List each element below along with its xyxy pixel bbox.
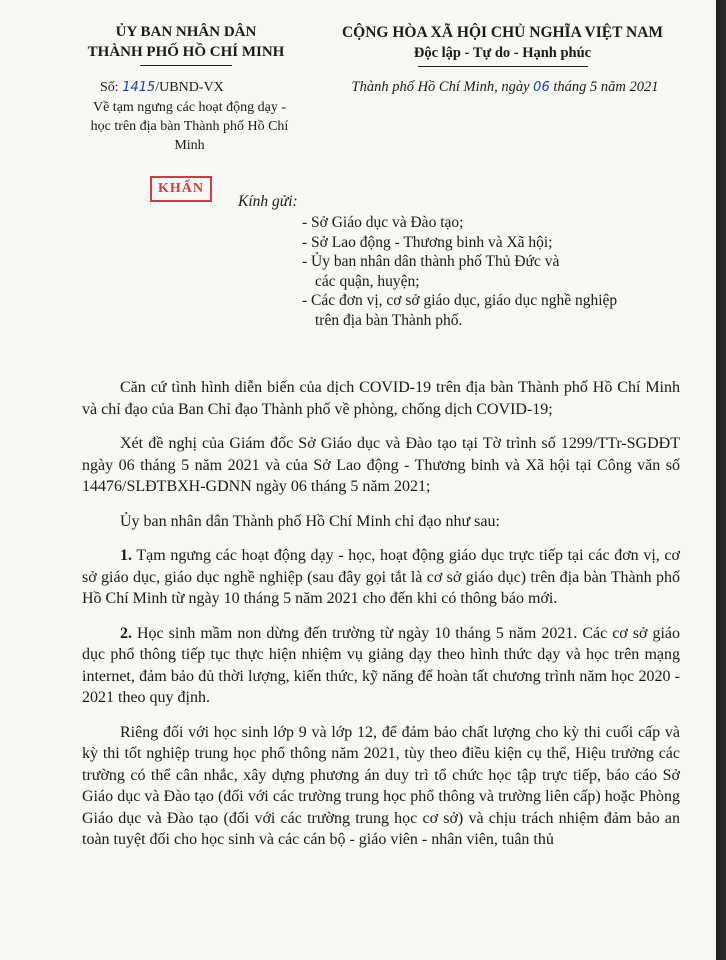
national-motto <box>330 22 675 67</box>
document-date: Thành phố Hồ Chí Minh, ngày 06 tháng 5 năm 2021 <box>351 79 659 95</box>
authority-line-2: THÀNH PHỐ HỒ CHÍ MINH <box>87 44 285 60</box>
recipient-item: - Sở Lao động - Thương binh và Xã hội; <box>302 233 553 251</box>
recipient-list <box>302 213 682 330</box>
recipient-item: trên địa bàn Thành phố. <box>315 311 463 329</box>
paragraph: Căn cứ tình hình diễn biến của dịch COVID-19 trên địa bàn Thành phố Hồ Chí Minh và chỉ đạo của Ban Chỉ đạo Thành phố về phòng, chống dịch COVID-19; <box>82 379 680 418</box>
authority-line-1: ỦY BAN NHÂN DÂN <box>115 24 257 40</box>
handwritten-number: 1415 <box>122 80 156 95</box>
document-body <box>82 377 680 864</box>
greeting: Kính gửi: <box>238 193 298 210</box>
paragraph: 2. Học sinh mầm non dừng đến trường từ ngày 10 tháng 5 năm 2021. Các cơ sở giáo dục phổ thông tiếp tục thực hiện nhiệm vụ giảng dạy theo hình thức dạy và học trên mạng internet, đảm bảo đủ thời lượng, kiến thức, kỹ năng để hoàn tất chương trình năm học 2020 - 2021 theo quy định. <box>82 624 680 706</box>
urgent-stamp: KHẨN <box>150 176 212 202</box>
recipient-item: các quận, huyện; <box>315 272 420 290</box>
document-subject: Về tạm ngưng các hoạt động dạy - học trên địa bàn Thành phố Hồ Chí Minh <box>90 100 289 153</box>
recipient-item: - Các đơn vị, cơ sở giáo dục, giáo dục nghề nghiệp <box>302 292 618 309</box>
document-number: Số: 1415/UBND-VX <box>100 80 224 95</box>
paragraph: 1. Tạm ngưng các hoạt động dạy - học, hoạt động giáo dục trực tiếp tại các đơn vị, cơ sở giáo dục, giáo dục nghề nghiệp (sau đây gọi tắt là cơ sở giáo dục) trên địa bàn Thành phố Hồ Chí Minh từ ngày 10 tháng 5 năm 2021 cho đến khi có thông báo mới. <box>82 547 680 607</box>
paragraph: Ủy ban nhân dân Thành phố Hồ Chí Minh chỉ đạo như sau: <box>120 512 500 530</box>
handwritten-day: 06 <box>533 80 550 95</box>
paragraph: Riêng đối với học sinh lớp 9 và lớp 12, để đảm bảo chất lượng cho kỳ thi cuối cấp và kỳ thi tốt nghiệp trung học phổ thông năm 2021, tùy theo điều kiện cụ thể, Hiệu trưởng các trường có thể cân nhắc, xây dựng phương án duy trì tổ chức học tập trực tiếp, báo cáo Sở Giáo dục và Đào tạo (đối với các trường trung học phổ thông và trường liên cấp) hoặc Phòng Giáo dục và Đào tạo (đối với các trường trung học cơ sở) và chịu trách nhiệm đảm bảo an toàn tuyệt đối cho học sinh và các cán bộ - giáo viên - nhân viên, tuân thủ <box>82 723 680 848</box>
recipient-item: - Ủy ban nhân dân thành phố Thủ Đức và <box>302 253 560 270</box>
item-number: 2. <box>120 624 132 642</box>
authority-underline <box>140 65 232 66</box>
paragraph: Xét đề nghị của Giám đốc Sở Giáo dục và Đào tạo tại Tờ trình số 1299/TTr-SGDĐT ngày 06 tháng 5 năm 2021 và của Sở Lao động - Thương binh và Xã hội tại Công văn số 14476/SLĐTBXH-GDNN ngày 06 tháng 5 năm 2021; <box>82 435 680 495</box>
recipient-item: - Sở Giáo dục và Đào tạo; <box>302 214 464 231</box>
country-name: CỘNG HÒA XÃ HỘI CHỦ NGHĨA VIỆT NAM <box>341 24 664 41</box>
motto-underline <box>418 66 588 67</box>
motto: Độc lập - Tự do - Hạnh phúc <box>413 45 592 61</box>
item-number: 1. <box>120 547 132 564</box>
issuing-authority <box>82 22 290 66</box>
